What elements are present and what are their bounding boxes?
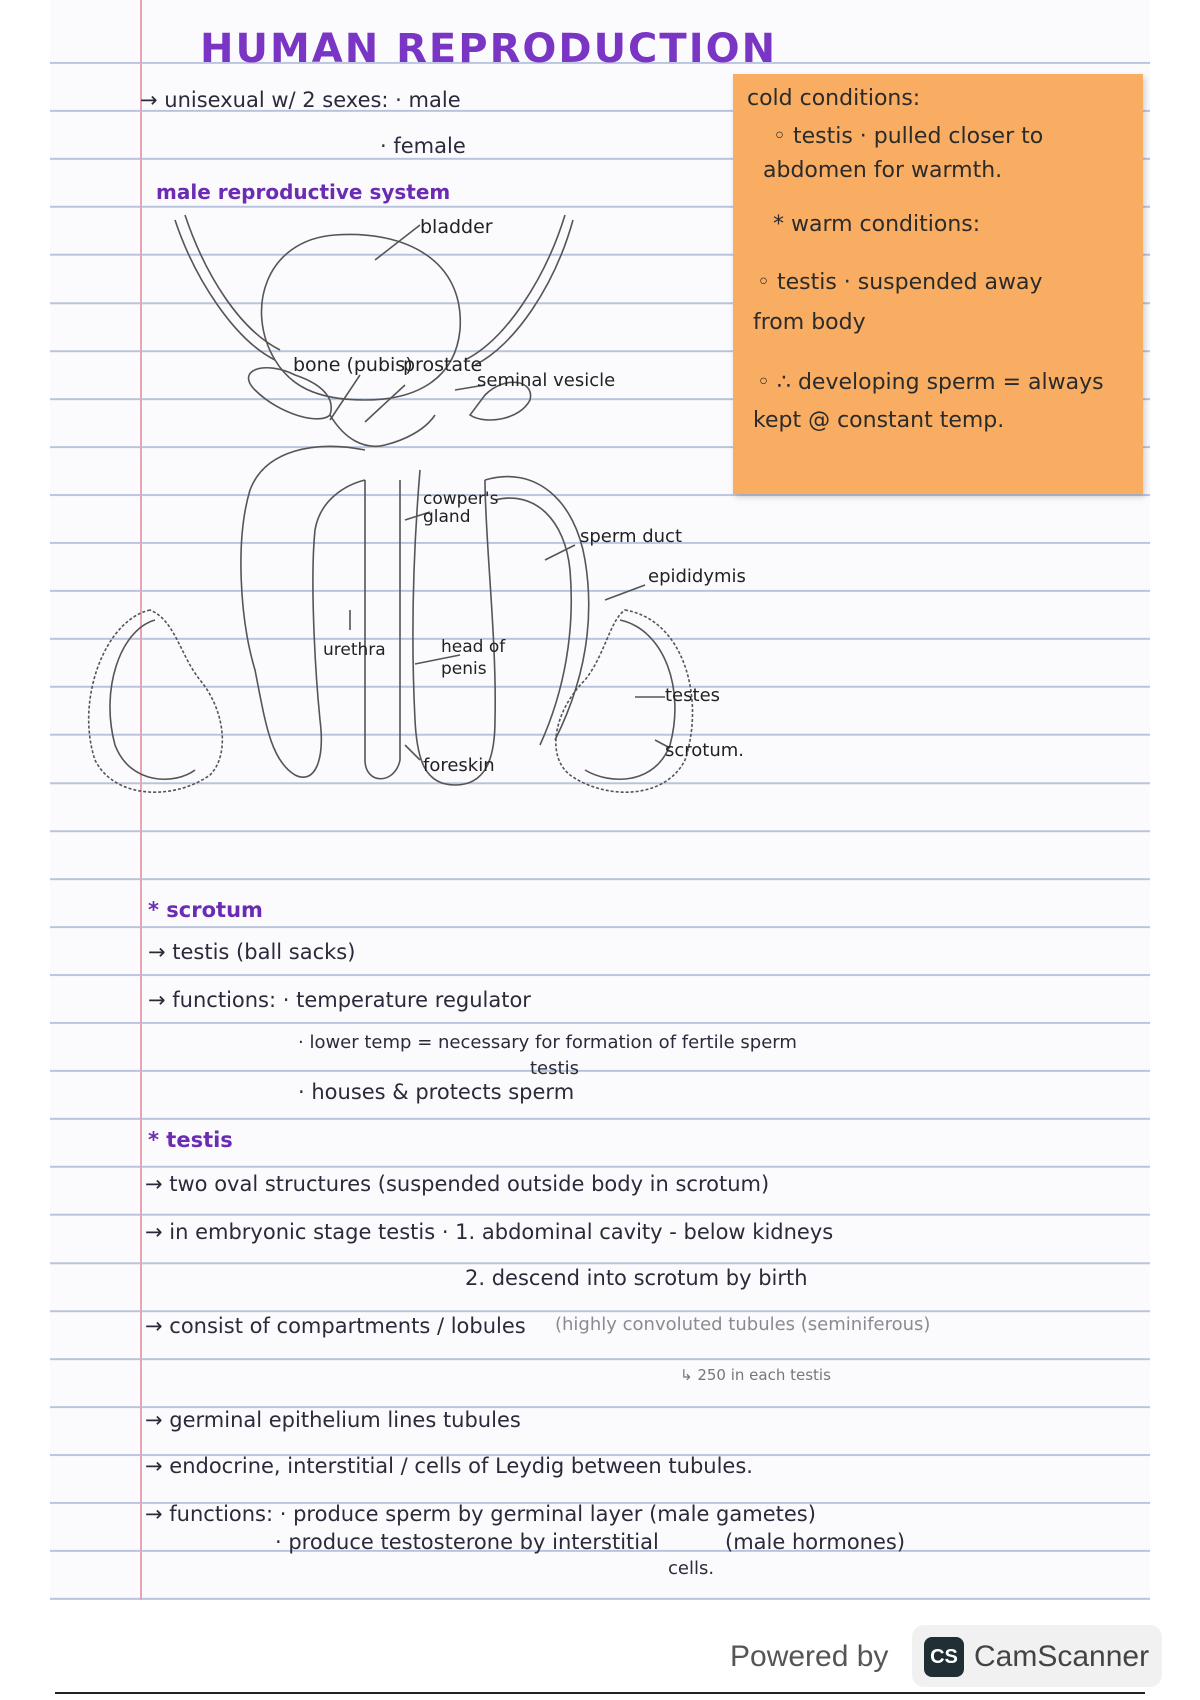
testis-line-9b: (male hormones): [725, 1530, 906, 1554]
label-cowpers-gland: cowper's gland: [423, 489, 499, 527]
scrotum-heading: * scrotum: [148, 898, 263, 922]
camscanner-icon: CS: [924, 1637, 964, 1677]
sticky-line-6: from body: [753, 310, 866, 335]
testis-line-9c: cells.: [668, 1558, 715, 1579]
label-bladder: bladder: [420, 216, 493, 238]
testis-line-7: → endocrine, interstitial / cells of Leydig between tubules.: [145, 1454, 753, 1478]
intro-line-2: · female: [380, 134, 466, 158]
sticky-line-5: ◦ testis · suspended away: [757, 270, 1043, 295]
label-epididymis: epididymis: [648, 566, 746, 587]
powered-by-text: Powered by: [730, 1640, 889, 1673]
label-prostate: prostate: [403, 354, 483, 376]
page-title: HUMAN REPRODUCTION: [200, 26, 778, 72]
sticky-line-7: ◦ ∴ developing sperm = always: [757, 370, 1104, 395]
sticky-line-3: abdomen for warmth.: [763, 158, 1003, 183]
testis-line-4b: (highly convoluted tubules (seminiferous): [555, 1314, 931, 1335]
sticky-note: [733, 74, 1143, 494]
camscanner-brand: CamScanner: [974, 1640, 1150, 1673]
sticky-line-1: cold conditions:: [747, 86, 921, 111]
scrotum-line-1: → testis (ball sacks): [148, 940, 356, 964]
label-urethra: urethra: [323, 640, 386, 660]
sticky-line-2: ◦ testis · pulled closer to: [773, 124, 1044, 149]
bottom-rule: [55, 1692, 1145, 1694]
scrotum-line-4: · houses & protects sperm: [298, 1080, 575, 1104]
camscanner-footer: [720, 1625, 1170, 1687]
label-foreskin: foreskin: [423, 755, 495, 776]
testis-line-3: 2. descend into scrotum by birth: [465, 1266, 808, 1290]
scrotum-line-4-note: testis: [530, 1058, 579, 1079]
section-male-heading: male reproductive system: [156, 180, 451, 204]
testis-line-5: ↳ 250 in each testis: [680, 1366, 831, 1384]
label-scrotum: scrotum.: [665, 740, 745, 761]
sticky-line-8: kept @ constant temp.: [753, 408, 1005, 433]
label-bone: bone (pubis): [293, 354, 413, 376]
label-sperm-duct: sperm duct: [580, 526, 683, 547]
testis-line-2: → in embryonic stage testis · 1. abdominal cavity - below kidneys: [145, 1220, 834, 1244]
testis-line-4: → consist of compartments / lobules: [145, 1314, 526, 1338]
scrotum-line-3: · lower temp = necessary for formation of fertile sperm: [298, 1032, 797, 1053]
testis-line-9: · produce testosterone by interstitial: [275, 1530, 659, 1554]
testis-line-1: → two oval structures (suspended outside body in scrotum): [145, 1172, 770, 1196]
label-testes: testes: [665, 685, 721, 706]
scrotum-line-2: → functions: · temperature regulator: [148, 988, 531, 1012]
testis-line-6: → germinal epithelium lines tubules: [145, 1408, 521, 1432]
label-seminal-vesicle: seminal vesicle: [477, 370, 616, 391]
intro-line-1: → unisexual w/ 2 sexes: · male: [140, 88, 461, 112]
sticky-line-4: * warm conditions:: [773, 212, 981, 237]
reproductive-diagram: [65, 200, 746, 880]
testis-heading: * testis: [148, 1128, 233, 1152]
testis-line-8: → functions: · produce sperm by germinal layer (male gametes): [145, 1502, 816, 1526]
label-head-of-penis: head of penis: [441, 637, 506, 679]
camscanner-badge[interactable]: [912, 1625, 1162, 1687]
